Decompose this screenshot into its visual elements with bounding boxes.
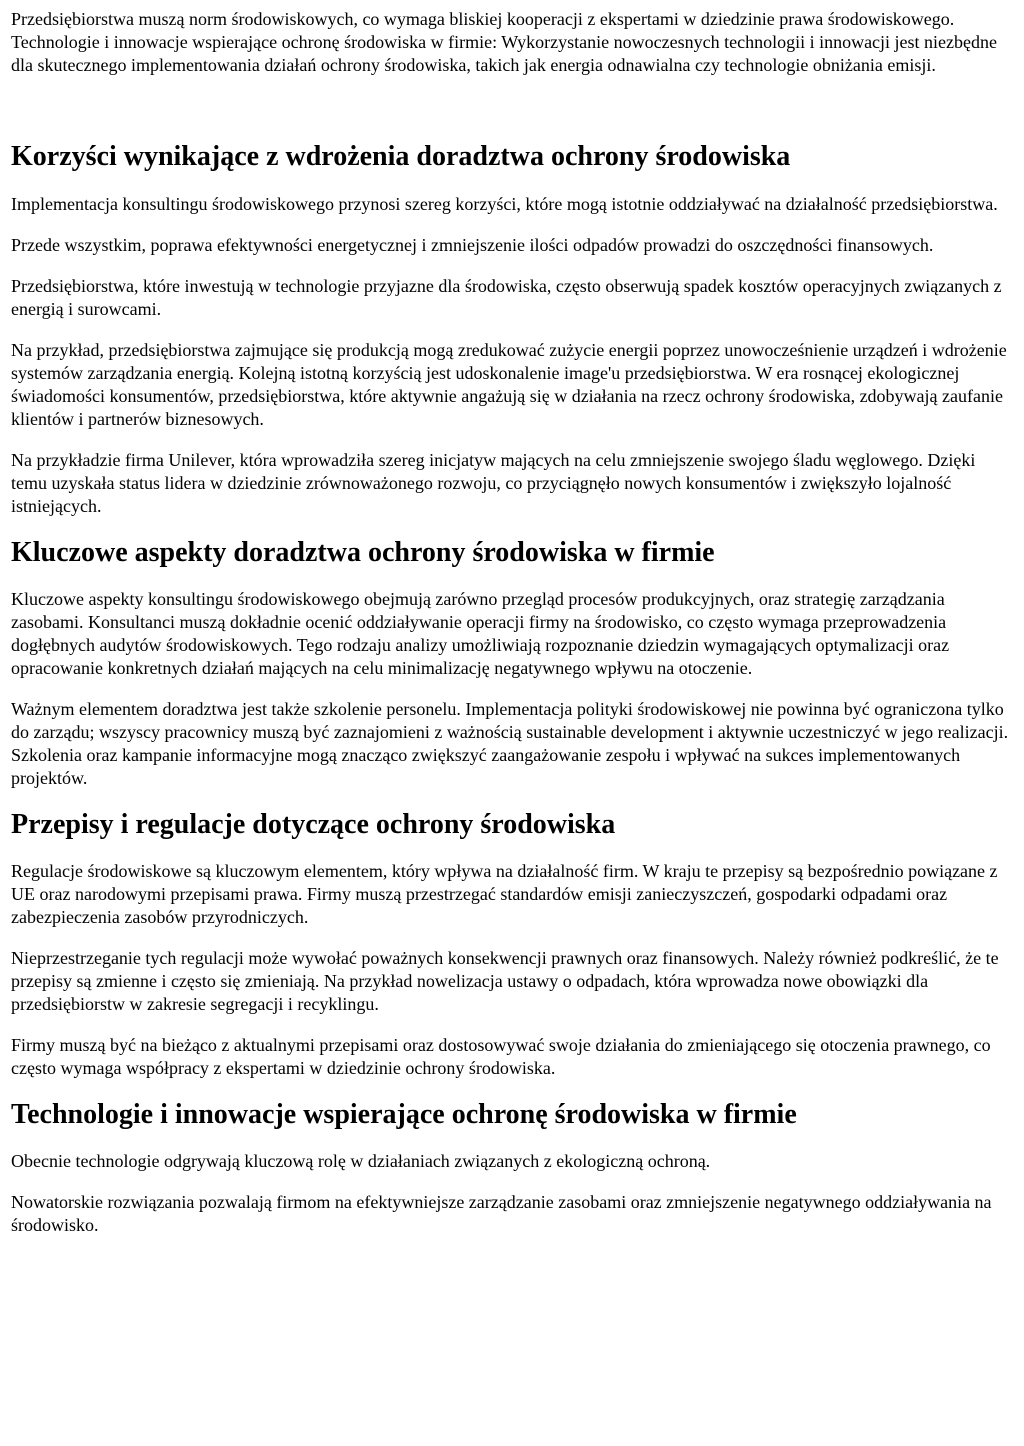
paragraph: Nowatorskie rozwiązania pozwalają firmom na efektywniejsze zarządzanie zasobami oraz zmniejszenie negatywnego oddziaływania na środowisko. xyxy=(11,1192,992,1235)
paragraph: Kluczowe aspekty konsultingu środowiskowego obejmują zarówno przegląd procesów produkcyjnych, oraz strategię zarządzania zasobami. Konsultanci muszą dokładnie ocenić oddziaływanie operacji firmy na środowisko, co często wymaga przeprowadzenia dogłębnych audytów środowiskowych. Tego rodzaju analizy umożliwiają rozpoznanie dziedzin wymagających optymalizacji oraz opracowanie konkretnych działań mających na celu minimalizację negatywnego wpływu na otoczenie. xyxy=(11,589,950,678)
section-heading-key-aspects: Kluczowe aspekty doradztwa ochrony środowiska w firmie xyxy=(11,537,715,568)
section-heading-benefits: Korzyści wynikające z wdrożenia doradztwa ochrony środowiska xyxy=(11,141,791,172)
paragraph: Obecnie technologie odgrywają kluczową rolę w działaniach związanych z ekologiczną ochroną. xyxy=(11,1151,711,1171)
paragraph: Na przykładzie firma Unilever, która wprowadziła szereg inicjatyw mających na celu zmniejszenie swojego śladu węglowego. Dzięki temu uzyskała status lidera w dziedzinie zrównoważonego rozwoju, co przyciągnęło nowych konsumentów i zwiększyło lojalność istniejących. xyxy=(11,450,976,516)
paragraph: Przede wszystkim, poprawa efektywności energetycznej i zmniejszenie ilości odpadów prowadzi do oszczędności finansowych. xyxy=(11,235,934,255)
paragraph: Implementacja konsultingu środowiskowego przynosi szereg korzyści, które mogą istotnie oddziaływać na działalność przedsiębiorstwa. xyxy=(11,194,998,214)
paragraph: Firmy muszą być na bieżąco z aktualnymi przepisami oraz dostosowywać swoje działania do zmieniającego się otoczenia prawnego, co często wymaga współpracy z ekspertami w dziedzinie ochrony środowiska. xyxy=(11,1035,991,1078)
paragraph: Regulacje środowiskowe są kluczowym elementem, który wpływa na działalność firm. W kraju te przepisy są bezpośrednio powiązane z UE oraz narodowymi przepisami prawa. Firmy muszą przestrzegać standardów emisji zanieczyszczeń, gospodarki odpadami oraz zabezpieczenia zasobów przyrodniczych. xyxy=(11,861,998,927)
paragraph: Przedsiębiorstwa, które inwestują w technologie przyjazne dla środowiska, często obserwują spadek kosztów operacyjnych związanych z energią i surowcami. xyxy=(11,276,1002,319)
intro-paragraph: Przedsiębiorstwa muszą norm środowiskowych, co wymaga bliskiej kooperacji z ekspertami w dziedzinie prawa środowiskowego. Technologie i innowacje wspierające ochronę środowiska w firmie: Wykorzystanie nowoczesnych technologii i innowacji jest niezbędne dla skutecznego implementowania działań ochrony środowiska, takich jak energia odnawialna czy technologie obniżania emisji. xyxy=(11,9,998,75)
section-heading-regulations: Przepisy i regulacje dotyczące ochrony środowiska xyxy=(11,809,616,840)
section-heading-technologies: Technologie i innowacje wspierające ochronę środowiska w firmie xyxy=(11,1099,797,1130)
paragraph: Ważnym elementem doradztwa jest także szkolenie personelu. Implementacja polityki środowiskowej nie powinna być ograniczona tylko do zarządu; wszyscy pracownicy muszą być zaznajomieni z ważnością sustainable development i aktywnie uczestniczyć w jego realizacji. Szkolenia oraz kampanie informacyjne mogą znacząco zwiększyć zaangażowanie zespołu i wpływać na sukces implementowanych projektów. xyxy=(11,699,1009,788)
paragraph: Na przykład, przedsiębiorstwa zajmujące się produkcją mogą zredukować zużycie energii poprzez unowocześnienie urządzeń i wdrożenie systemów zarządzania energią. Kolejną istotną korzyścią jest udoskonalenie image'u przedsiębiorstwa. W era rosnącej ekologicznej świadomości konsumentów, przedsiębiorstwa, które aktywnie angażują się w działania na rzecz ochrony środowiska, zdobywają zaufanie klientów i partnerów biznesowych. xyxy=(11,340,1007,429)
paragraph: Nieprzestrzeganie tych regulacji może wywołać poważnych konsekwencji prawnych oraz finansowych. Należy również podkreślić, że te przepisy są zmienne i często się zmieniają. Na przykład nowelizacja ustawy o odpadach, która wprowadza nowe obowiązki dla przedsiębiorstw w zakresie segregacji i recyklingu. xyxy=(11,948,999,1014)
